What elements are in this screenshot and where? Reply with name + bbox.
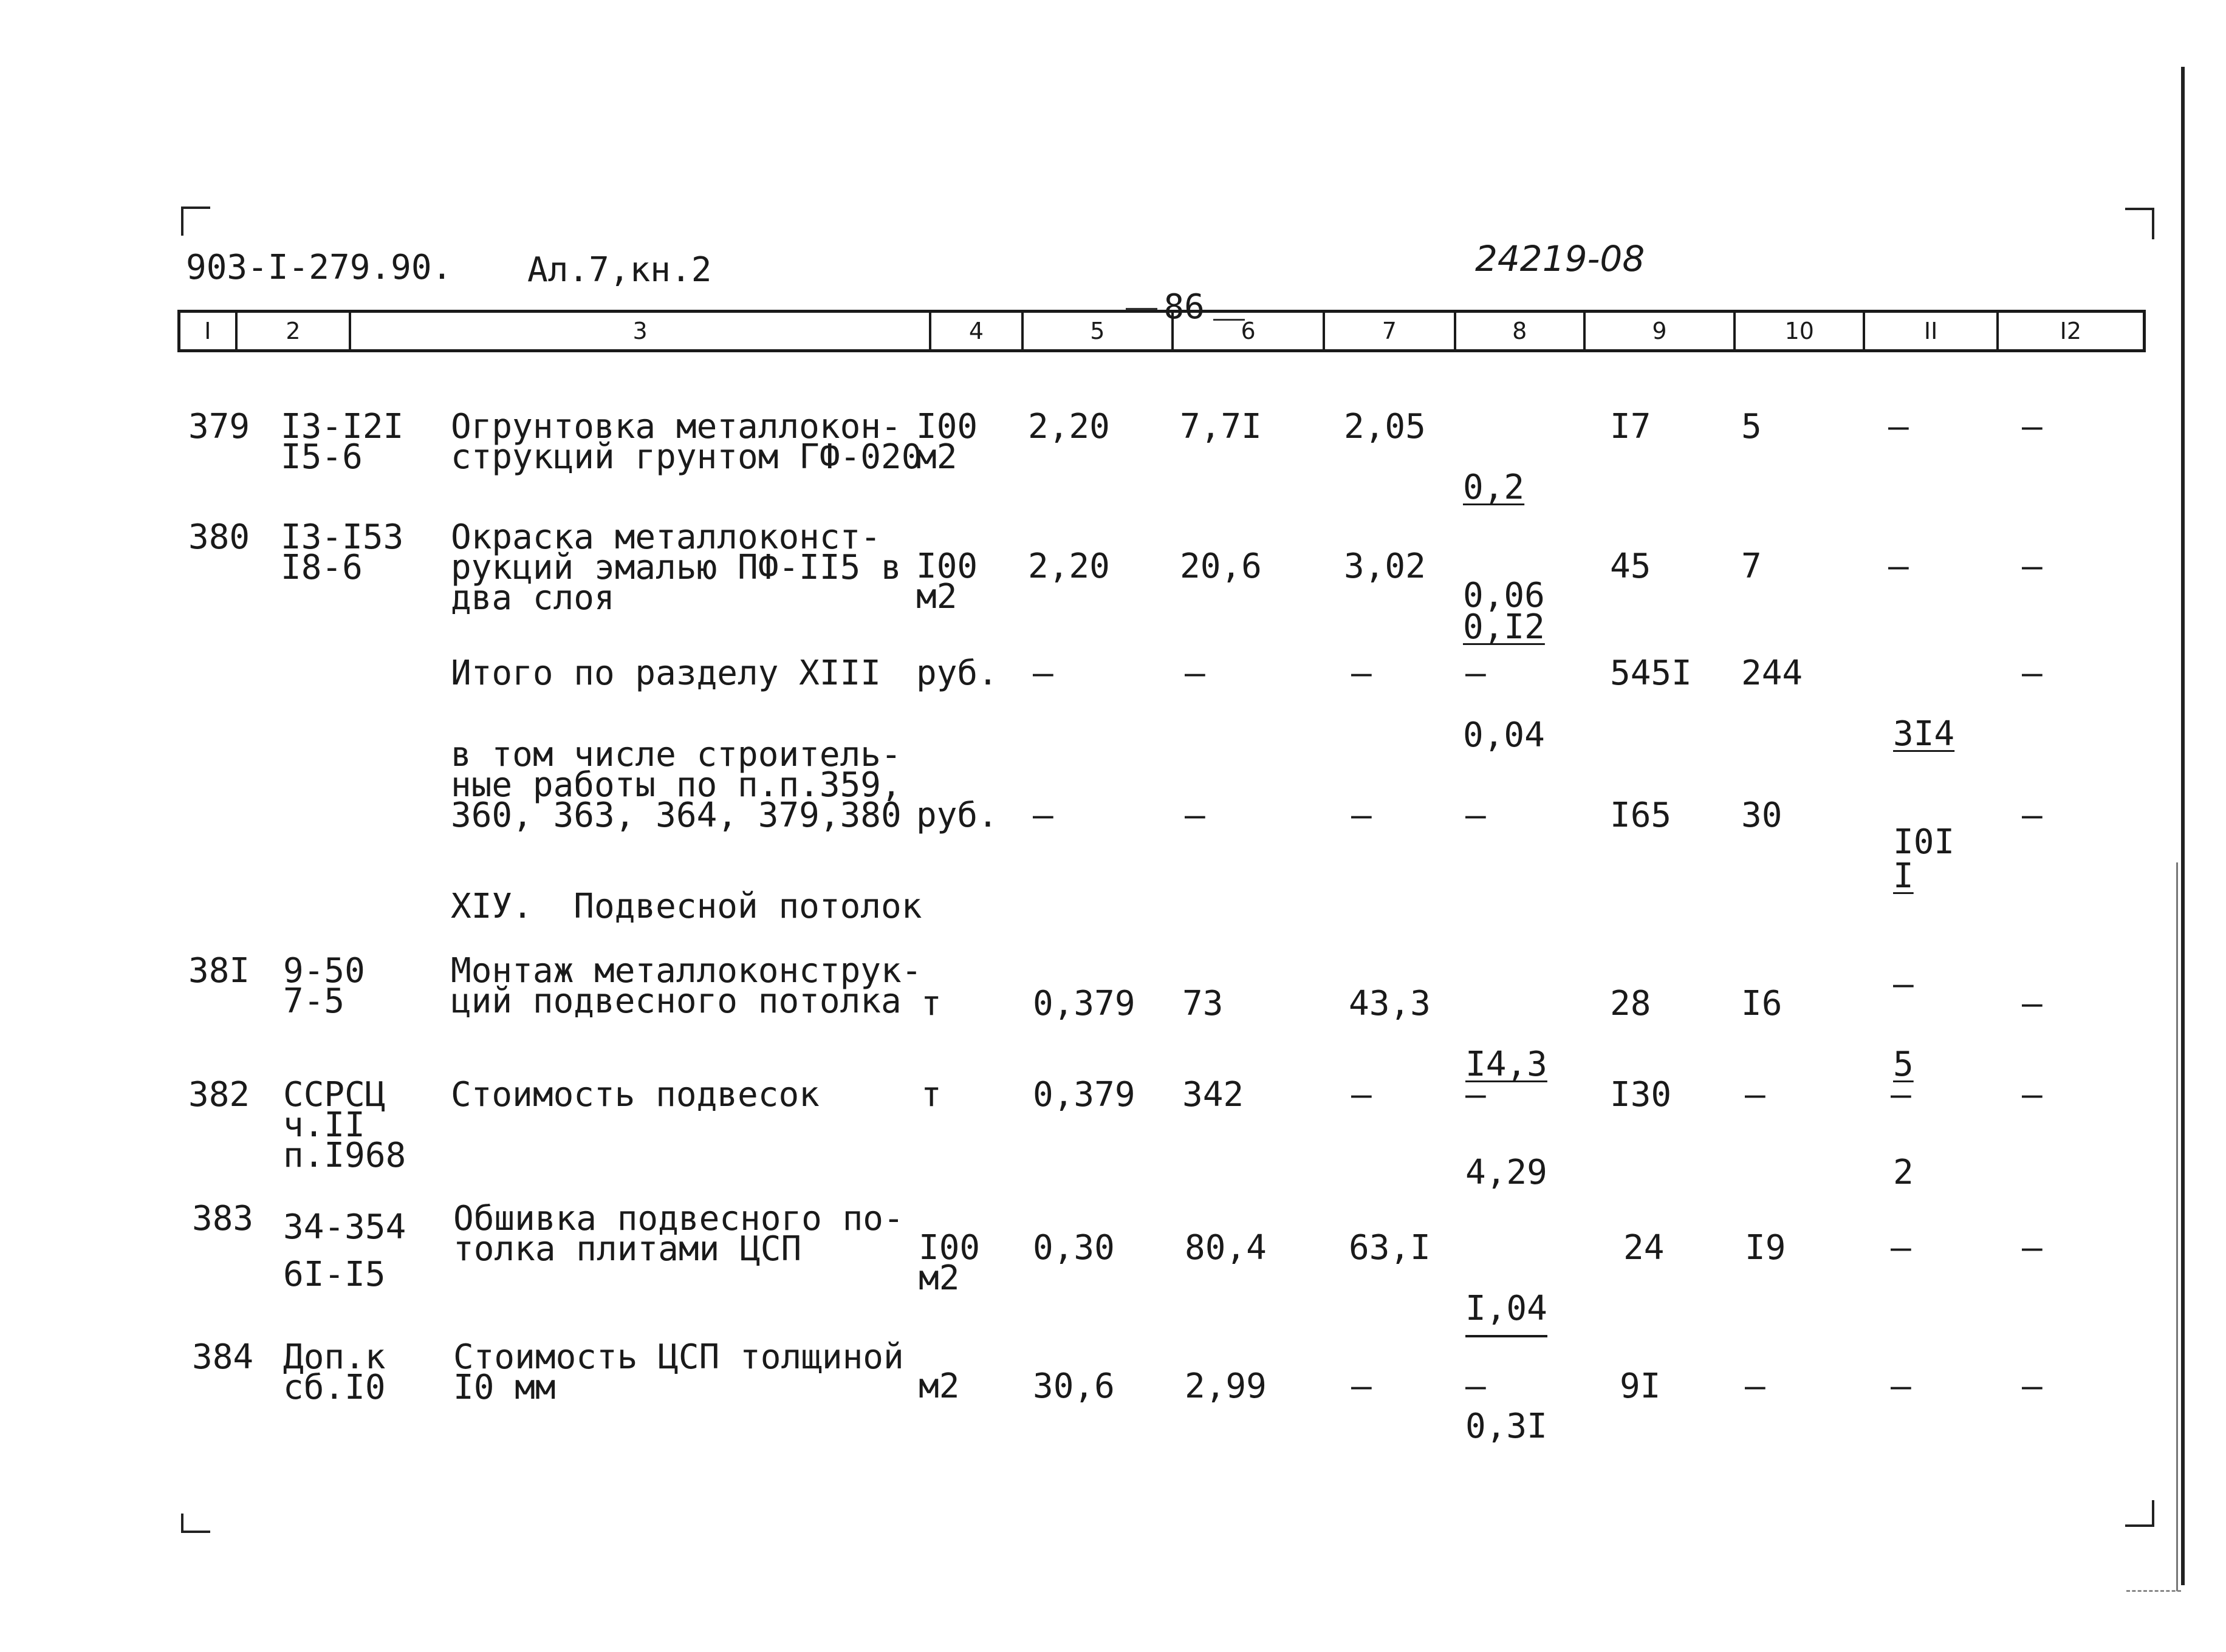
- fraction-denominator: 4,29: [1465, 1153, 1547, 1192]
- corner-mark-bottom-left: [181, 1514, 210, 1533]
- unit-cost: 20,6: [1180, 547, 1262, 586]
- unit: м2: [919, 1367, 960, 1406]
- unit-wage: 2,05: [1344, 407, 1426, 446]
- total-wage: 7: [1741, 547, 1762, 586]
- unit: I00 м2: [916, 407, 978, 477]
- column-header-row: [177, 310, 2146, 352]
- unit: I00 м2: [916, 547, 978, 616]
- total-wage: –: [1745, 1367, 1765, 1406]
- row-number: 383: [192, 1199, 254, 1238]
- col-header: 10: [1736, 313, 1865, 349]
- unit: т: [921, 984, 942, 1023]
- row-number: 384: [192, 1337, 254, 1377]
- col-12-value: –: [2022, 1367, 2043, 1406]
- fraction-denominator: 0,04: [1463, 715, 1545, 755]
- fraction-numerator: I4,3: [1465, 1045, 1547, 1084]
- rate-code: ССРСЦ ч.II п.I968: [283, 1075, 406, 1175]
- unit-wage: 63,I: [1349, 1228, 1431, 1268]
- rate-code: Доп.к сб.I0: [283, 1337, 386, 1407]
- unit: руб.: [916, 796, 998, 835]
- unit-wage: –: [1351, 1367, 1372, 1406]
- unit: I00 м2: [919, 1228, 981, 1298]
- work-description: Монтаж металлоконструк- ций подвесного потолка: [451, 951, 922, 1021]
- fraction-numerator: I,04: [1465, 1294, 1547, 1337]
- machine-cost: –: [1465, 1075, 1486, 1114]
- total-machine: –: [1891, 1367, 1911, 1406]
- row-number: 382: [188, 1075, 250, 1114]
- row-number: 38I: [188, 951, 250, 991]
- sheet-number: 24219-08: [1475, 238, 1645, 279]
- quantity: 0,379: [1033, 984, 1135, 1023]
- work-description: Огрунтовка металлокон- струкций грунтом ГФ-020: [451, 407, 922, 477]
- total-cost: I7: [1610, 407, 1651, 446]
- total-cost: 24: [1623, 1228, 1665, 1268]
- doc-code: 903-I-279.90.: [186, 248, 453, 287]
- total-wage: 30: [1741, 796, 1783, 835]
- quantity: 2,20: [1028, 407, 1110, 446]
- quantity: 2,20: [1028, 547, 1110, 586]
- col-12-value: –: [2022, 654, 2043, 693]
- total-cost: I65: [1610, 796, 1672, 835]
- total-wage: 5: [1741, 407, 1762, 446]
- unit-wage: –: [1351, 1075, 1372, 1114]
- fraction-numerator: 0,I2: [1463, 607, 1545, 647]
- total-wage: I9: [1745, 1228, 1786, 1268]
- total-wage: 244: [1741, 654, 1803, 693]
- unit-cost: 80,4: [1185, 1228, 1267, 1268]
- fraction-numerator: I: [1893, 856, 1914, 896]
- section-heading: XIУ. Подвесной потолок: [451, 887, 922, 926]
- col-header: 6: [1174, 313, 1325, 349]
- col-header: 8: [1456, 313, 1586, 349]
- total-cost: I30: [1610, 1075, 1672, 1114]
- fraction-numerator: 3I4: [1893, 714, 1955, 754]
- page-number: 86: [1085, 248, 1245, 327]
- unit-cost: 73: [1182, 984, 1224, 1023]
- machine-cost: –: [1465, 796, 1486, 835]
- unit-cost: –: [1185, 796, 1205, 835]
- page-edge-line: [2181, 67, 2185, 1585]
- quantity: –: [1033, 796, 1053, 835]
- col-header: 7: [1325, 313, 1456, 349]
- col-header: 2: [238, 313, 351, 349]
- work-description: Стоимость ЦСП толщиной I0 мм: [453, 1337, 904, 1407]
- machine-cost: –: [1465, 1367, 1486, 1406]
- total-machine: –: [1888, 407, 1909, 446]
- work-description: Обшивка подвесного по- толка плитами ЦСП: [453, 1199, 904, 1269]
- rate-code: I3-I2I I5-6: [281, 407, 404, 477]
- unit-wage: 3,02: [1344, 547, 1426, 586]
- quantity: –: [1033, 654, 1053, 693]
- fraction-denominator: 2: [1893, 1153, 1914, 1192]
- total-wage: –: [1745, 1075, 1765, 1114]
- unit-cost: 2,99: [1185, 1367, 1267, 1406]
- total-cost: 545I: [1610, 654, 1692, 693]
- fraction-numerator: 0,2: [1463, 468, 1525, 507]
- unit-cost: 7,7I: [1180, 407, 1262, 446]
- col-header: I2: [2060, 318, 2082, 344]
- unit-cost: –: [1185, 654, 1205, 693]
- rate-code: 34-354 6I-I5: [283, 1207, 406, 1294]
- col-12-value: –: [2022, 1228, 2043, 1268]
- total-wage: I6: [1741, 984, 1783, 1023]
- fraction-denominator: I0I: [1893, 822, 1955, 862]
- rate-code: I3-I53 I8-6: [281, 517, 404, 587]
- album-ref: Ал.7,кн.2: [527, 250, 712, 290]
- row-number: 379: [188, 407, 250, 446]
- fraction-denominator: 0,3I: [1465, 1407, 1547, 1446]
- unit-wage: 43,3: [1349, 984, 1431, 1023]
- quantity: 30,6: [1033, 1367, 1115, 1406]
- col-header: 9: [1586, 313, 1736, 349]
- unit-wage: –: [1351, 654, 1372, 693]
- col-12-value: –: [2022, 796, 2043, 835]
- corner-mark-top-right: [2125, 208, 2154, 239]
- unit: руб.: [916, 654, 998, 693]
- subtotal-label: Итого по разделу XIII: [451, 654, 882, 693]
- machine-cost: –: [1465, 654, 1486, 693]
- quantity: 0,30: [1033, 1228, 1115, 1268]
- corner-mark-top-left: [181, 206, 210, 236]
- col-12-value: –: [2022, 984, 2043, 1023]
- rate-code: 9-50 7-5: [283, 951, 365, 1021]
- col-header: 5: [1024, 313, 1174, 349]
- col-header: 4: [931, 313, 1024, 349]
- work-description: Стоимость подвесок: [451, 1075, 820, 1114]
- col-12-value: –: [2022, 407, 2043, 446]
- row-number: 380: [188, 517, 250, 557]
- total-machine: –: [1891, 1075, 1911, 1114]
- work-description: Окраска металлоконст- рукций эмалью ПФ-II5 в два слоя: [451, 517, 902, 618]
- total-cost: 9I: [1620, 1367, 1661, 1406]
- col-12-value: –: [2022, 547, 2043, 586]
- subtotal-label: в том числе строитель- ные работы по п.п.359, 360, 363, 364, 379,380: [451, 735, 902, 835]
- unit-cost: 342: [1182, 1075, 1244, 1114]
- total-machine: –: [1891, 1228, 1911, 1268]
- col-header: 3: [351, 313, 931, 349]
- fraction-numerator: 5: [1893, 1045, 1914, 1084]
- col-12-value: –: [2022, 1075, 2043, 1114]
- total-machine: –: [1888, 547, 1909, 586]
- total-machine-fraction: [1893, 989, 1975, 1249]
- machine-cost-fraction: [1465, 989, 1547, 1249]
- page-edge-shadow: [2176, 862, 2178, 1591]
- col-header: I: [180, 313, 238, 349]
- fraction-denominator: –: [1893, 964, 1914, 1004]
- col-header: II: [1865, 313, 1998, 349]
- unit-wage: –: [1351, 796, 1372, 835]
- total-cost: 45: [1610, 547, 1651, 586]
- fraction-denominator: 0,06: [1463, 576, 1545, 615]
- quantity: 0,379: [1033, 1075, 1135, 1114]
- corner-mark-bottom-right: [2125, 1500, 2154, 1527]
- page-edge-dash: [2126, 1590, 2181, 1592]
- total-cost: 28: [1610, 984, 1651, 1023]
- unit: т: [921, 1075, 942, 1114]
